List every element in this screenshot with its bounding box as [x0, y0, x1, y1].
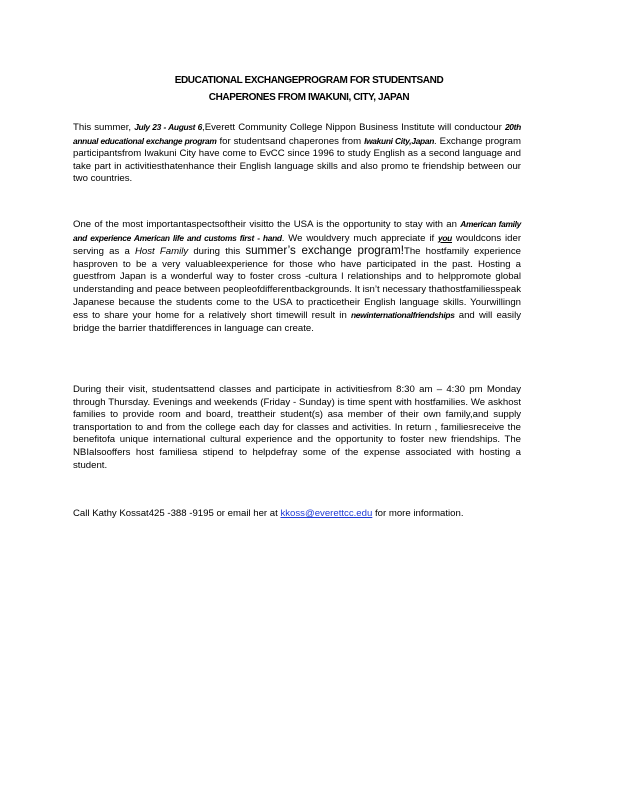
- program-dates: July 23 - August 6: [134, 122, 203, 132]
- title-line-1: EDUCATIONAL EXCHANGEPROGRAM FOR STUDENTSAND: [174, 75, 444, 86]
- text-run: The hostfamily experience hasproven to be a very valuableexperience for those who have participated in the past. Hosting a guestfrom Japan is a wonderful way to foster cross -cultura l relationships and to helppromote global understanding and peace between peopleofdifferentbackgrounds. It isn’t necessary thathostfamiliesspeak Japanese because the students come to the USA to practicetheir English language skills. Yourwillingn ess to share your home for a relatively short timewill result in: [73, 246, 521, 322]
- friendships-phrase: newinternationalfriendships: [350, 310, 455, 321]
- text-run: . Exchange program participantsfrom Iwakuni City have come to EvCC since 1996 to study English as a second language and take part in activitiesthatenhance their English language skills and also promo te friendship between our two countries.: [73, 135, 522, 185]
- text-run: Call Kathy Kossat425 -388 -9195 or email her at: [73, 508, 281, 519]
- you-emphasis: you: [437, 232, 452, 243]
- city-name: Iwakuni City,Japan: [364, 135, 435, 146]
- text-run: and will easily bridge the barrier thatdifferences in language can create.: [73, 310, 521, 334]
- title-line-2: CHAPERONES FROM IWAKUNI, CITY, JAPAN: [208, 92, 410, 103]
- text-run: . We wouldvery much appreciate if: [281, 232, 438, 244]
- text-run: during this: [188, 246, 246, 258]
- paragraph-contact: [73, 508, 521, 521]
- text-run: for more information.: [372, 508, 464, 519]
- email-link[interactable]: kkoss@everettcc.edu: [280, 508, 373, 519]
- text-run: wouldcons ider serving as a: [73, 232, 522, 258]
- text-run: This summer,: [73, 122, 135, 133]
- summer-program-callout: summer’s exchange program!: [245, 244, 404, 258]
- paragraph-host-family: [73, 218, 521, 335]
- program-name: 20th annual educational exchange program: [73, 122, 521, 146]
- text-run: for studentsand chaperones from: [216, 135, 365, 147]
- paragraph-intro: [73, 121, 521, 186]
- host-family-term: Host Family: [134, 246, 189, 258]
- american-experience: American family and experience American life and customs first - hand: [73, 219, 522, 243]
- text-run: One of the most importantaspectsoftheir visitto the USA is the opportunity to stay with an: [73, 219, 461, 230]
- paragraph-schedule: During their visit, studentsattend classes and participate in activitiesfrom 8:30 am – 4:30 pm Monday through Thursday. Evenings and weekends (Friday - Sunday) is time spent with hostfamilies. We askhost families to provide room and board, treattheir student(s) asa member of their own family,and supply transportation to and from the college each day for classes and activities. In return , familiesreceive the benefitofa unique international cultural experience and the opportunity to foster new friendships. The NBIalsooffers host familiesa stipend to helpdefray some of the expense associated with hosting a student.: [73, 384, 521, 471]
- text-run: ,Everett Community College Nippon Business Institute will conductour: [202, 122, 505, 133]
